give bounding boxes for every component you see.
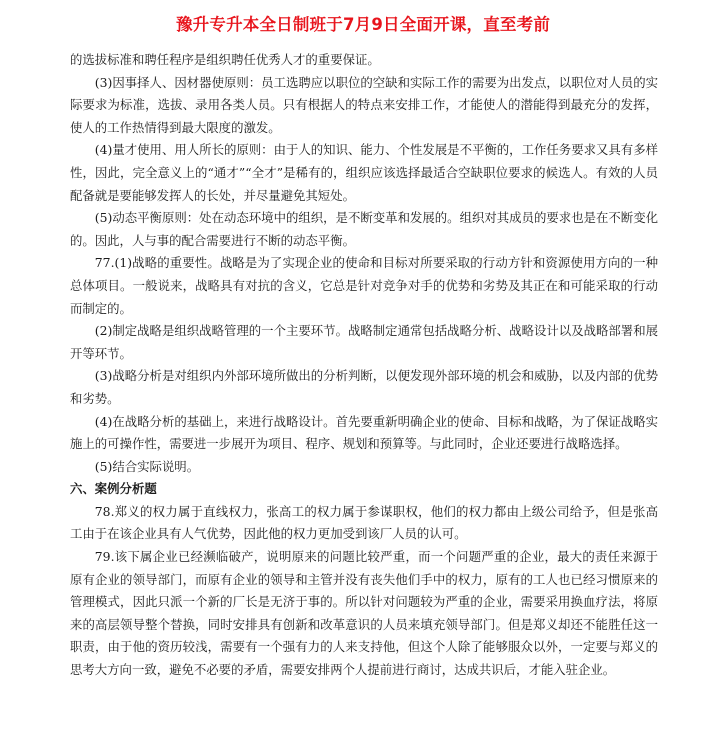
answer-body [70,49,658,682]
paragraph-principle-3: (3)因事择人、因材器使原则：员工选聘应以职位的空缺和实际工作的需要为出发点，以职位对人员的实际要求为标准，选拔、录用各类人员。只有根据人的特点来安排工作，才能使人的潜能得到最充分的发挥，使人的工作热情得到最大限度的激发。 [70,74,658,135]
paragraph-principle-4: (4)量才使用、用人所长的原则：由于人的知识、能力、个性发展是不平衡的，工作任务要求又具有多样性，因此，完全意义上的“通才”“全才”是稀有的，组织应该选择最适合空缺职位要求的候选人。有效的人员配备就是要能够发挥人的长处，并尽量避免其短处。 [70,142,658,203]
paragraph-q78: 78.郑义的权力属于直线权力，张高工的权力属于参谋职权，他们的权力都由上级公司给予，但是张高工由于在该企业具有人气优势，因此他的权力更加受到该厂人员的认可。 [70,503,658,542]
section-heading: 六、案例分析题 [70,481,157,497]
paragraph-q77-2: (2)制定战略是组织战略管理的一个主要环节。战略制定通常包括战略分析、战略设计以及战略部署和展开等环节。 [70,323,658,361]
paragraph-q77-4: (4)在战略分析的基础上，来进行战略设计。首先要重新明确企业的使命、目标和战略，为了保证战略实施上的可操作性，需要进一步展开为项目、程序、规划和预算等。与此同时，企业还要进行战略选择。 [70,413,658,452]
paragraph-q77-5: (5)结合实际说明。 [94,458,200,474]
paragraph-q79: 79.该下属企业已经濒临破产，说明原来的问题比较严重，而一个问题严重的企业，最大的责任来源于原有企业的领导部门，而原有企业的领导和主管并没有丧失他们手中的权力，原有的工人也已经习惯原来的管理模式，因此只派一个新的厂长是无济于事的。所以针对问题较为严重的企业，需要采用换血疗法，将原来的高层领导整个替换，同时安排具有创新和改革意识的人员来填充领导部门。但是郑义却还不能胜任这一职责，由于他的资历较浅，需要有一个强有力的人来支持他，但这个人除了能够服众以外，一定要与郑义的思考大方向一致，避免不必要的矛盾，需要安排两个人提前进行商讨，达成共识后，才能入驻企业。 [70,549,658,678]
paragraph-continuation: 的选拔标准和聘任程序是组织聘任优秀人才的重要保证。 [70,52,380,67]
paragraph-q77-3: (3)战略分析是对组织内外部环境所做出的分析判断，以便发现外部环境的机会和威胁，以及内部的优势和劣势。 [70,368,658,406]
promo-banner: 豫升专升本全日制班于7月9日全面开课，直至考前 [175,15,551,34]
paragraph-principle-5: (5)动态平衡原则：处在动态环境中的组织，是不断变革和发展的。组织对其成员的要求也是在不断变化的。因此，人与事的配合需要进行不断的动态平衡。 [70,210,658,248]
paragraph-q77-1: 77.(1)战略的重要性。战略是为了实现企业的使命和目标对所要采取的行动方针和资源使用方向的一种总体项目。一般说来，战略具有对抗的含义，它总是针对竞争对手的优势和劣势及其正在和可能采取的行动而制定的。 [70,255,658,316]
